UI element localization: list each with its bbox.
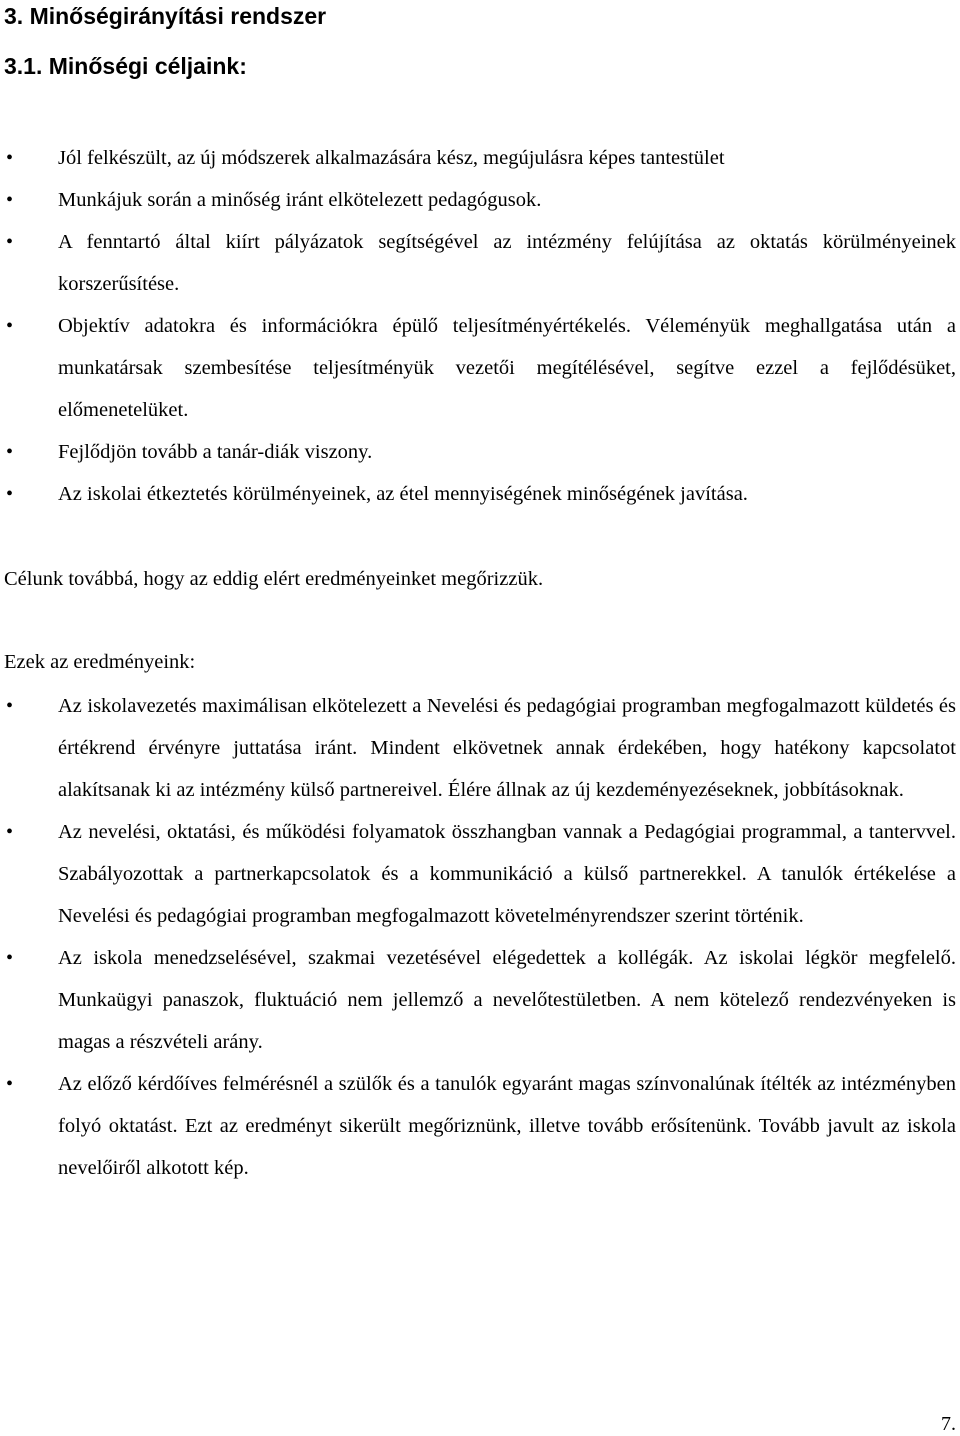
goal-text: A fenntartó által kiírt pályázatok segítségével az intézmény felújítása az oktatás körülményeinek korszerűsítése. [58,231,956,295]
goal-text: Jól felkészült, az új módszerek alkalmazására kész, megújulásra képes tantestület [58,147,725,169]
bullet-icon: • [6,231,14,253]
results-intro: Ezek az eredményeink: [4,651,196,673]
list-item [0,221,960,305]
bullet-icon: • [6,1073,14,1095]
list-item [0,431,960,473]
goal-text: Objektív adatokra és információkra épülő teljesítményértékelés. Véleményük meghallgatása után a munkatársak szembesítése teljesítményük vezetői megítélésével, segítve ezzel a fejlődésüket, előmenetelüket. [58,315,956,421]
list-item [0,937,960,1063]
bullet-icon: • [6,695,14,717]
results-list [0,685,960,1189]
goal-text: Fejlődjön tovább a tanár-diák viszony. [58,441,373,463]
bullet-icon: • [6,441,14,463]
bullet-icon: • [6,189,14,211]
bullet-icon: • [6,947,14,969]
bullet-icon: • [6,147,14,169]
list-item [0,1063,960,1189]
list-item [0,685,960,811]
list-item [0,179,960,221]
list-item [0,811,960,937]
goal-text: Az iskolai étkeztetés körülményeinek, az étel mennyiségének minőségének javítása. [58,483,748,505]
goal-text: Munkájuk során a minőség iránt elkötelezett pedagógusok. [58,189,542,211]
bullet-icon: • [6,483,14,505]
result-text: Az iskola menedzselésével, szakmai vezetésével elégedettek a kollégák. Az iskolai légkör megfelelő. Munkaügyi panaszok, fluktuáció nem jellemző a nevelőtestületben. A nem kötelező rendezvényeken is magas a részvételi arány. [58,947,956,1053]
list-item [0,473,960,515]
list-item [0,305,960,431]
section-title: 3. Minőségirányítási rendszer [4,3,327,29]
list-item [0,137,960,179]
result-text: Az nevelési, oktatási, és működési folyamatok összhangban vannak a Pedagógiai programmal, a tantervvel. Szabályozottak a partnerkapcsolatok és a kommunikáció a külső partnerekkel. A tanulók értékelése a Nevelési és pedagógiai programban megfogalmazott követelményrendszer szerint történik. [58,821,956,927]
result-text: Az iskolavezetés maximálisan elkötelezett a Nevelési és pedagógiai programban megfogalmazott küldetés és értékrend érvényre juttatása iránt. Mindent elkövetnek annak érdekében, hogy hatékony kapcsolatot alakítsanak ki az intézmény külső partnereivel. Élére állnak az új kezdeményezéseknek, jobbításoknak. [58,695,956,801]
goal-statement: Célunk továbbá, hogy az eddig elért eredményeinket megőrizzük. [4,568,544,590]
bullet-icon: • [6,821,14,843]
result-text: Az előző kérdőíves felmérésnél a szülők és a tanulók egyaránt magas színvonalúnak ítélték az intézményben folyó oktatást. Ezt az eredményt sikerült megőriznünk, illetve tovább erősítenünk. Tovább javult az iskola nevelőiről alkotott kép. [58,1073,956,1179]
page-number: 7. [941,1413,956,1435]
subsection-title: 3.1. Minőségi céljaink: [4,53,247,79]
bullet-icon: • [6,315,14,337]
goals-list [0,137,960,515]
